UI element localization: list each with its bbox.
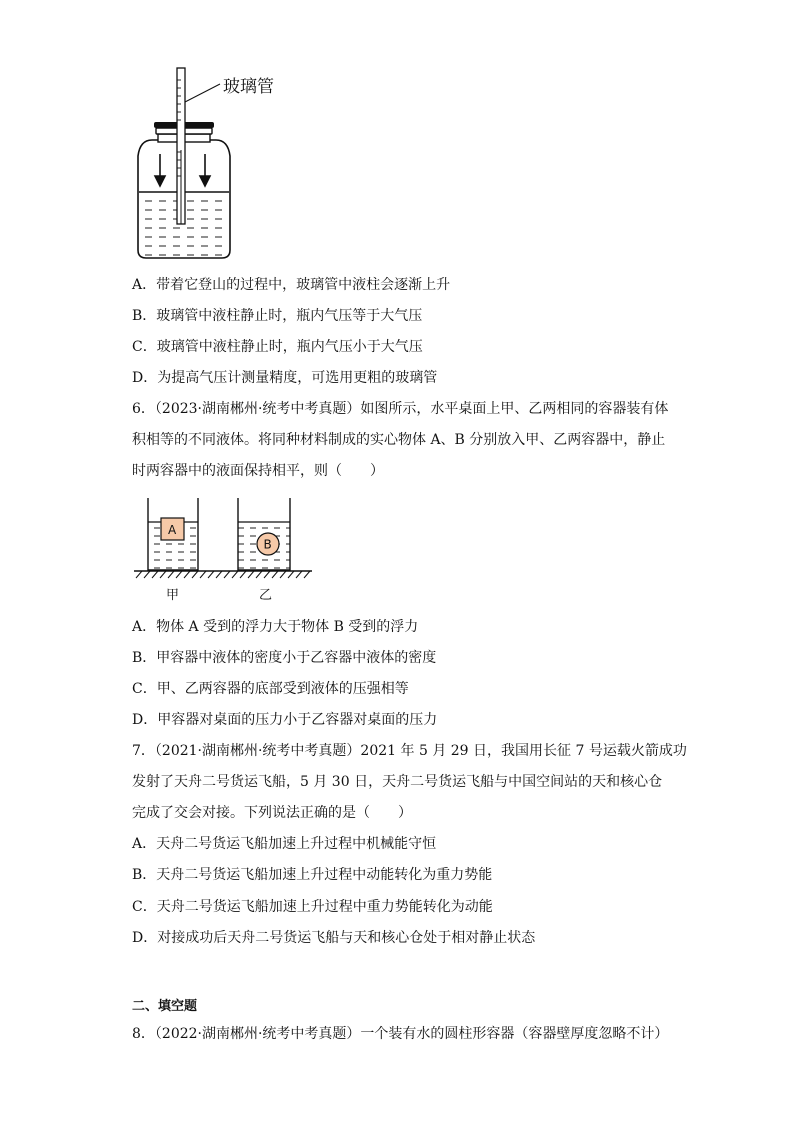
q7-option-a: A．天舟二号货运飞船加速上升过程中机械能守恒 xyxy=(132,836,437,852)
containers-figure xyxy=(128,492,318,606)
q7-option-d: D．对接成功后天舟二号货运飞船与天和核心仓处于相对静止状态 xyxy=(132,930,536,946)
container-yi xyxy=(238,498,290,570)
container-jia-label: 甲 xyxy=(166,588,180,603)
q5-option-d: D．为提高气压计测量精度，可选用更粗的玻璃管 xyxy=(132,370,438,386)
q7-stem-line1: 7．（2021·湖南郴州·统考中考真题）2021 年 5 月 29 日，我国用长征 7 号运载火箭成功 xyxy=(132,743,687,759)
q6-stem-line3: 时两容器中的液面保持相平，则（ ） xyxy=(132,463,384,479)
section-heading: 二、填空题 xyxy=(132,999,198,1014)
q7-stem-line3: 完成了交会对接。下列说法正确的是（ ） xyxy=(132,805,412,821)
q5-option-c: C．玻璃管中液柱静止时，瓶内气压小于大气压 xyxy=(132,339,423,355)
q6-option-b: B．甲容器中液体的密度小于乙容器中液体的密度 xyxy=(132,650,437,666)
container-jia xyxy=(148,498,198,570)
object-a-label: A xyxy=(168,523,177,537)
q7-option-c: C．天舟二号货运飞船加速上升过程中重力势能转化为动能 xyxy=(132,899,493,915)
q5-option-b: B．玻璃管中液柱静止时，瓶内气压等于大气压 xyxy=(132,308,423,324)
q6-stem-line1: 6．（2023·湖南郴州·统考中考真题）如图所示，水平桌面上甲、乙两相同的容器装有体 xyxy=(132,401,669,417)
q6-stem-line2: 积相等的不同液体。将同种材料制成的实心物体 A、B 分别放入甲、乙两容器中，静止 xyxy=(132,432,666,448)
q7-option-b: B．天舟二号货运飞船加速上升过程中动能转化为重力势能 xyxy=(132,867,493,883)
q5-option-a: A．带着它登山的过程中，玻璃管中液柱会逐渐上升 xyxy=(132,277,451,293)
q6-option-d: D．甲容器对桌面的压力小于乙容器对桌面的压力 xyxy=(132,712,438,728)
q8-stem-line1: 8．（2022·湖南郴州·统考中考真题）一个装有水的圆柱形容器（容器壁厚度忽略不计） xyxy=(132,1026,669,1042)
q6-option-c: C．甲、乙两容器的底部受到液体的压强相等 xyxy=(132,681,409,697)
q7-stem-line2: 发射了天舟二号货运飞船，5 月 30 日，天舟二号货运飞船与中国空间站的天和核心仓 xyxy=(132,774,663,790)
barometer-figure xyxy=(128,62,318,262)
tube-label: 玻璃管 xyxy=(223,77,274,97)
container-yi-label: 乙 xyxy=(259,588,273,603)
q6-option-a: A．物体 A 受到的浮力大于物体 B 受到的浮力 xyxy=(132,619,419,635)
object-b-label: B xyxy=(263,537,272,552)
